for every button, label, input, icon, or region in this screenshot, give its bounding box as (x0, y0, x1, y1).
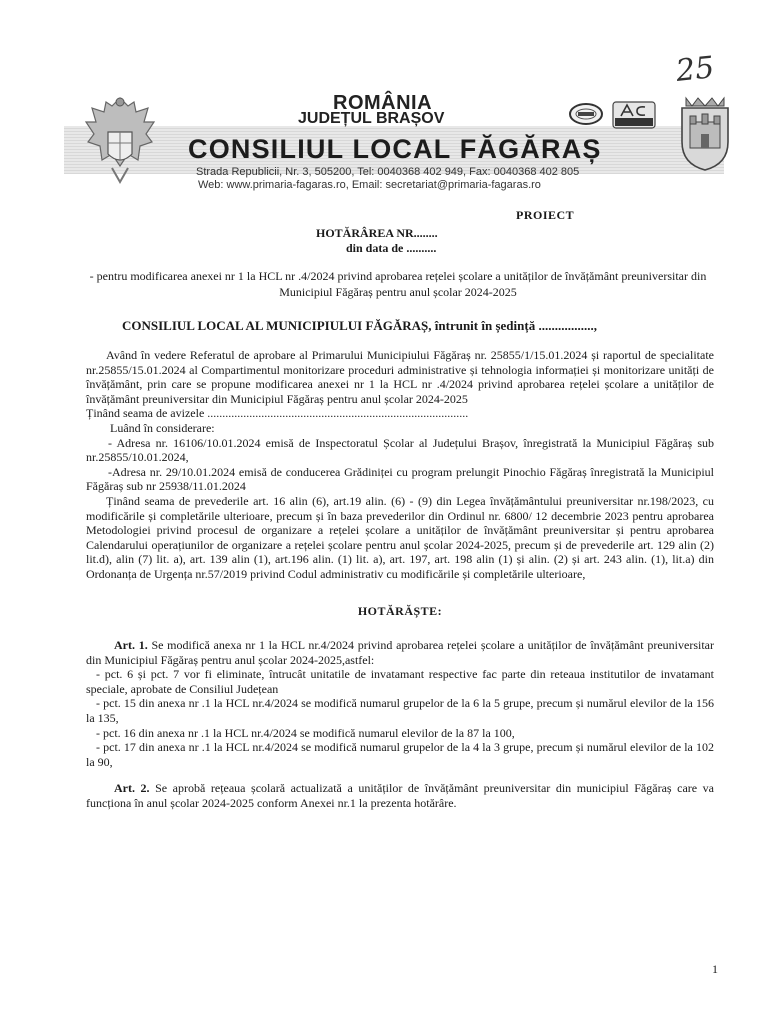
article-2-text: Se aprobă rețeaua școlară actualizată a unităților de învățământ preuniversitar din municipiul Făgăraș care va funcționa în anul școlar 2024-2025 conform Anexei nr.1 la prezenta hotărâre. (86, 781, 714, 811)
article-1-text: Se modifică anexa nr 1 la HCL nr.4/2024 privind aprobarea rețelei școlare a unităților de învățământ preuniversitar din Municipiul Făgăraș pentru anul școlar 2024-2025,astfel: (86, 638, 715, 667)
article-2 (86, 781, 714, 810)
paragraph-adresa-isj: - Adresa nr. 16106/10.01.2024 emisă de Inspectoratul Școlar al Județului Brașov, înregistrată la Municipiul Făgăraș sub nr.25855/10.01.2024, (86, 435, 714, 465)
document-body (86, 348, 714, 811)
county-heading: JUDEȚUL BRAȘOV (298, 110, 445, 127)
ac-certification-logo (611, 100, 657, 130)
council-session-line: CONSILIUL LOCAL AL MUNICIPIULUI FĂGĂRAȘ, întrunit în ședință ................., (122, 318, 597, 333)
decision-number: HOTĂRÂREA NR........ (316, 226, 438, 240)
fagaras-coat-of-arms-icon (676, 94, 734, 172)
article-1-item-2: - pct. 15 din anexa nr .1 la HCL nr.4/2024 se modifică numarul grupelor de la 6 la 5 grupe, precum și numărul elevilor de la 156 la 135, (86, 696, 714, 726)
decision-date: din data de .......... (346, 241, 437, 255)
paragraph-avize: Ținând seama de avizele ....................................................................................... (86, 406, 469, 421)
page-number: 1 (712, 962, 718, 976)
proiect-label: PROIECT (516, 208, 575, 222)
article-2-label: Art. 2. (114, 781, 150, 796)
council-heading: CONSILIUL LOCAL FĂGĂRAȘ (188, 134, 602, 164)
address-line: Strada Republicii, Nr. 3, 505200, Tel: 0040368 402 949, Fax: 0040368 402 805 (196, 166, 580, 178)
article-1-item-3: - pct. 16 din anexa nr .1 la HCL nr.4/2024 se modifică numarul elevilor de la 87 la 100, (96, 725, 515, 740)
contact-block (196, 166, 716, 192)
iso-certification-logo (568, 102, 604, 126)
handwritten-number: 25 (674, 50, 716, 89)
paragraph-prevederi: Ținând seama de prevederile art. 16 alin (6), art.19 alin. (6) - (9) din Legea învățământului preuniversitar nr.198/2023, cu modificările și completările ulterioare, precum și în baza prevederilor din Ordinul nr. 6800/ 12 decembrie 2023 pentru aprobarea Metodologiei privind procesul de organizare a rețelei școlare a unităților de învățământ preuniversitar și pentru aprobarea Calendarului operațiunilor de organizare a rețelei școlare pentru anul școlar 2024-2025, precum și de prevederile art. 129 alin (2) lit.d), alin (7) lit. a), art. 139 alin (1), art.196 alin. (1) lit. a), art. 197, art. 198 alin (1) și alin. (2) și art. 243 alin. (1), lit.a) din Ordonanța de Urgența nr.57/2019 privind Codul administrativ cu modificările și completările ulterioare, (86, 493, 714, 581)
paragraph-adresa-gradinita: -Adresa nr. 29/10.01.2024 emisă de conducerea Grădiniței cu program prelungit Pinochio Făgăraș înregistrată la Municipiul Făgăraș sub nr 25938/11.01.2024 (86, 464, 714, 494)
paragraph-considerare: Luând în considerare: (110, 420, 215, 435)
paragraph-referat: Având în vedere Referatul de aprobare al Primarului Municipiului Făgăraș nr. 25855/1/15.01.2024 și raportul de specialitate nr.25855/15.01.2024 al Compartimentul monitorizare proceduri administrative și tehnologia informației și monitorizare unități de învățământ, prin care se propune modificarea anexei nr 1 la HCL nr .4/2024 privind aprobarea rețelei școlare a unităților de învățământ preuniversitar din Municipiul Făgăraș pentru anul școlar 2024-2025 (86, 348, 714, 406)
decision-subject: - pentru modificarea anexei nr 1 la HCL nr .4/2024 privind aprobarea rețelei școlare a unităților de învățământ preuniversitar din Municipiul Făgăraș pentru anul școlar 2024-2025 (89, 269, 707, 299)
article-1-item-1: - pct. 6 și pct. 7 vor fi eliminate, întrucât unitatile de invatamant respective fac parte din reteaua institutilor de invatamant speciale, aprobate de Consiliul Județean (86, 667, 714, 696)
hotaraste-heading: HOTĂRĂȘTE: (357, 603, 443, 618)
article-1 (86, 638, 714, 667)
coat-of-arms-romania-icon (78, 92, 162, 188)
article-1-item-4: - pct. 17 din anexa nr .1 la HCL nr.4/2024 se modifică numarul grupelor de la 4 la 3 grupe, precum și numărul elevilor de la 102 la 90, (86, 740, 714, 769)
country-heading: ROMÂNIA (333, 92, 433, 114)
web-line: Web: www.primaria-fagaras.ro, Email: secretariat@primaria-fagaras.ro (198, 179, 541, 191)
article-1-label: Art. 1. (114, 638, 148, 653)
